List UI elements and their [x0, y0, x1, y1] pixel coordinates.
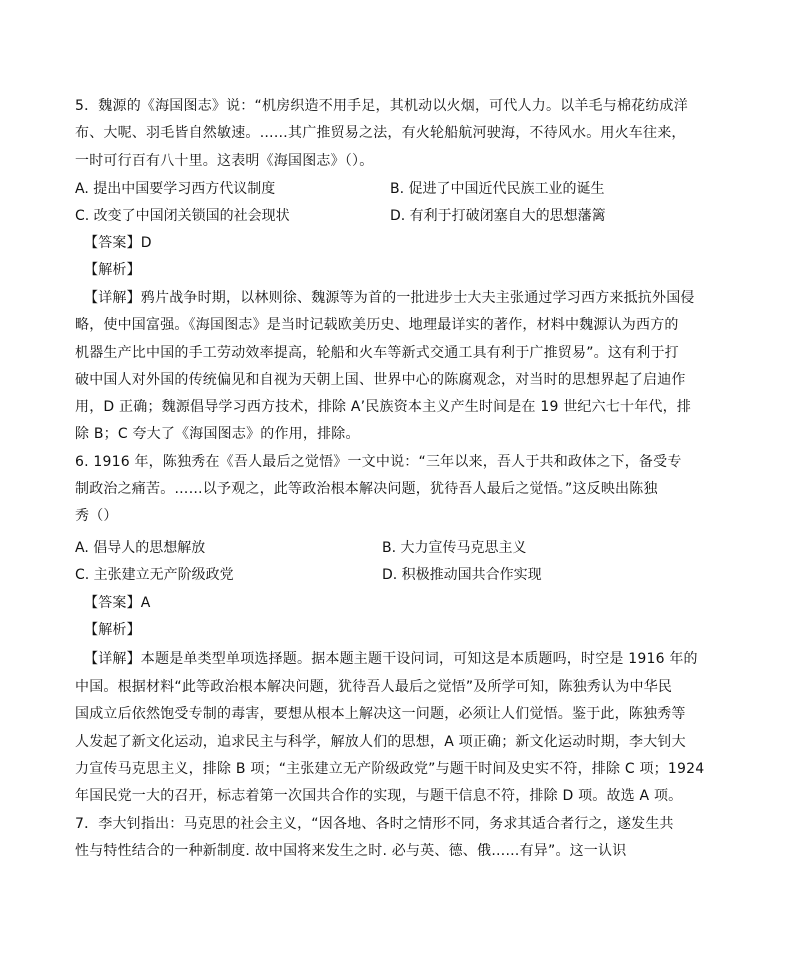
q6-option-d: D. 积极推动国共合作实现 — [382, 567, 542, 583]
q5-analysis-label: 【解析】 — [84, 262, 141, 278]
q5-option-b: B. 促进了中国近代民族工业的诞生 — [390, 181, 605, 197]
q5-detail-line-3: 机器生产比中国的手工劳动效率提高，轮船和火车等新式交通工具有利于广推贸易”。这有利于打 — [75, 345, 679, 361]
q6-stem-line-1: 6. 1916 年，陈独秀在《吾人最后之觉悟》一文中说：“三年以来，吾人于共和政体之下，备受专 — [75, 454, 682, 470]
q6-option-b: B. 大力宣传马克思主义 — [382, 540, 527, 556]
q6-detail-line-4: 人发起了新文化运动，追求民主与科学，解放人们的思想，A 项正确；新文化运动时期，李大钊大 — [75, 734, 686, 750]
q5-detail-line-6: 除 B；C 夸大了《海国图志》的作用，排除。 — [75, 426, 360, 442]
q5-stem-line-1: 5．魏源的《海国图志》说：“机房织造不用手足，其机动以火烟，可代人力。以羊毛与棉花纺成洋 — [75, 98, 688, 114]
q5-option-a: A. 提出中国要学习西方代议制度 — [75, 181, 276, 197]
q6-detail-line-2: 中国。根据材料“此等政治根本解决问题，犹待吾人最后之觉悟”及所学可知，陈独秀认为中华民 — [75, 679, 673, 695]
q6-detail-line-1: 【详解】本题是单类型单项选择题。据本题主题干设问词，可知这是本质题吗，时空是 1916 年的 — [84, 651, 698, 667]
q7-stem-line-1: 7．李大钊指出：马克思的社会主义，“因各地、各时之情形不同，务求其适合者行之，遂发生共 — [75, 816, 674, 832]
q5-option-c: C. 改变了中国闭关锁国的社会现状 — [75, 208, 290, 224]
q6-detail-line-6: 年国民党一大的召开，标志着第一次国共合作的实现，与题干信息不符，排除 D 项。故选 A 项。 — [75, 788, 683, 804]
q6-detail-line-5: 力宣传马克思主义，排除 B 项；“主张建立无产阶级政党”与题干时间及史实不符，排除 C 项；1924 — [75, 761, 705, 777]
q5-detail-line-2: 略，使中国富强。《海国图志》是当时记载欧美历史、地理最详实的著作，材料中魏源认为西方的 — [75, 317, 679, 333]
q5-detail-line-5: 用，D 正确；魏源倡导学习西方技术，排除 A’民族资本主义产生时间是在 19 世纪六七十年代，排 — [75, 399, 692, 415]
q6-stem-line-3: 秀（） — [75, 508, 118, 524]
q5-answer: 【答案】D — [84, 235, 152, 251]
q6-option-c: C. 主张建立无产阶级政党 — [75, 567, 234, 583]
q5-detail-line-1: 【详解】鸦片战争时期，以林则徐、魏源等为首的一批进步士大夫主张通过学习西方来抵抗外国侵 — [84, 290, 695, 306]
q6-detail-line-3: 国成立后依然饱受专制的毒害，要想从根本上解决这一问题，必须让人们觉悟。鉴于此，陈独秀等 — [75, 706, 686, 722]
q5-option-d: D. 有利于打破闭塞自大的思想藩篱 — [390, 208, 606, 224]
q6-analysis-label: 【解析】 — [84, 622, 141, 638]
q6-option-a: A. 倡导人的思想解放 — [75, 540, 206, 556]
q6-stem-line-2: 制政治之痛苦。……以予观之，此等政治根本解决问题，犹待吾人最后之觉悟。”这反映出陈独 — [75, 481, 658, 497]
q5-stem-line-2: 布、大呢、羽毛皆自然敏速。……其广推贸易之法，有火轮船航河驶海，不待风水。用火车往来， — [75, 125, 686, 141]
q6-answer: 【答案】A — [84, 595, 151, 611]
q7-stem-line-2: 性与特性结合的一种新制度. 故中国将来发生之时. 必与英、德、俄……有异”。这一认识 — [75, 843, 627, 859]
q5-detail-line-4: 破中国人对外国的传统偏见和自视为天朝上国、世界中心的陈腐观念，对当时的思想界起了启迪作 — [75, 372, 686, 388]
q5-stem-line-3: 一时可行百有八十里。这表明《海国图志》（）。 — [75, 153, 374, 169]
